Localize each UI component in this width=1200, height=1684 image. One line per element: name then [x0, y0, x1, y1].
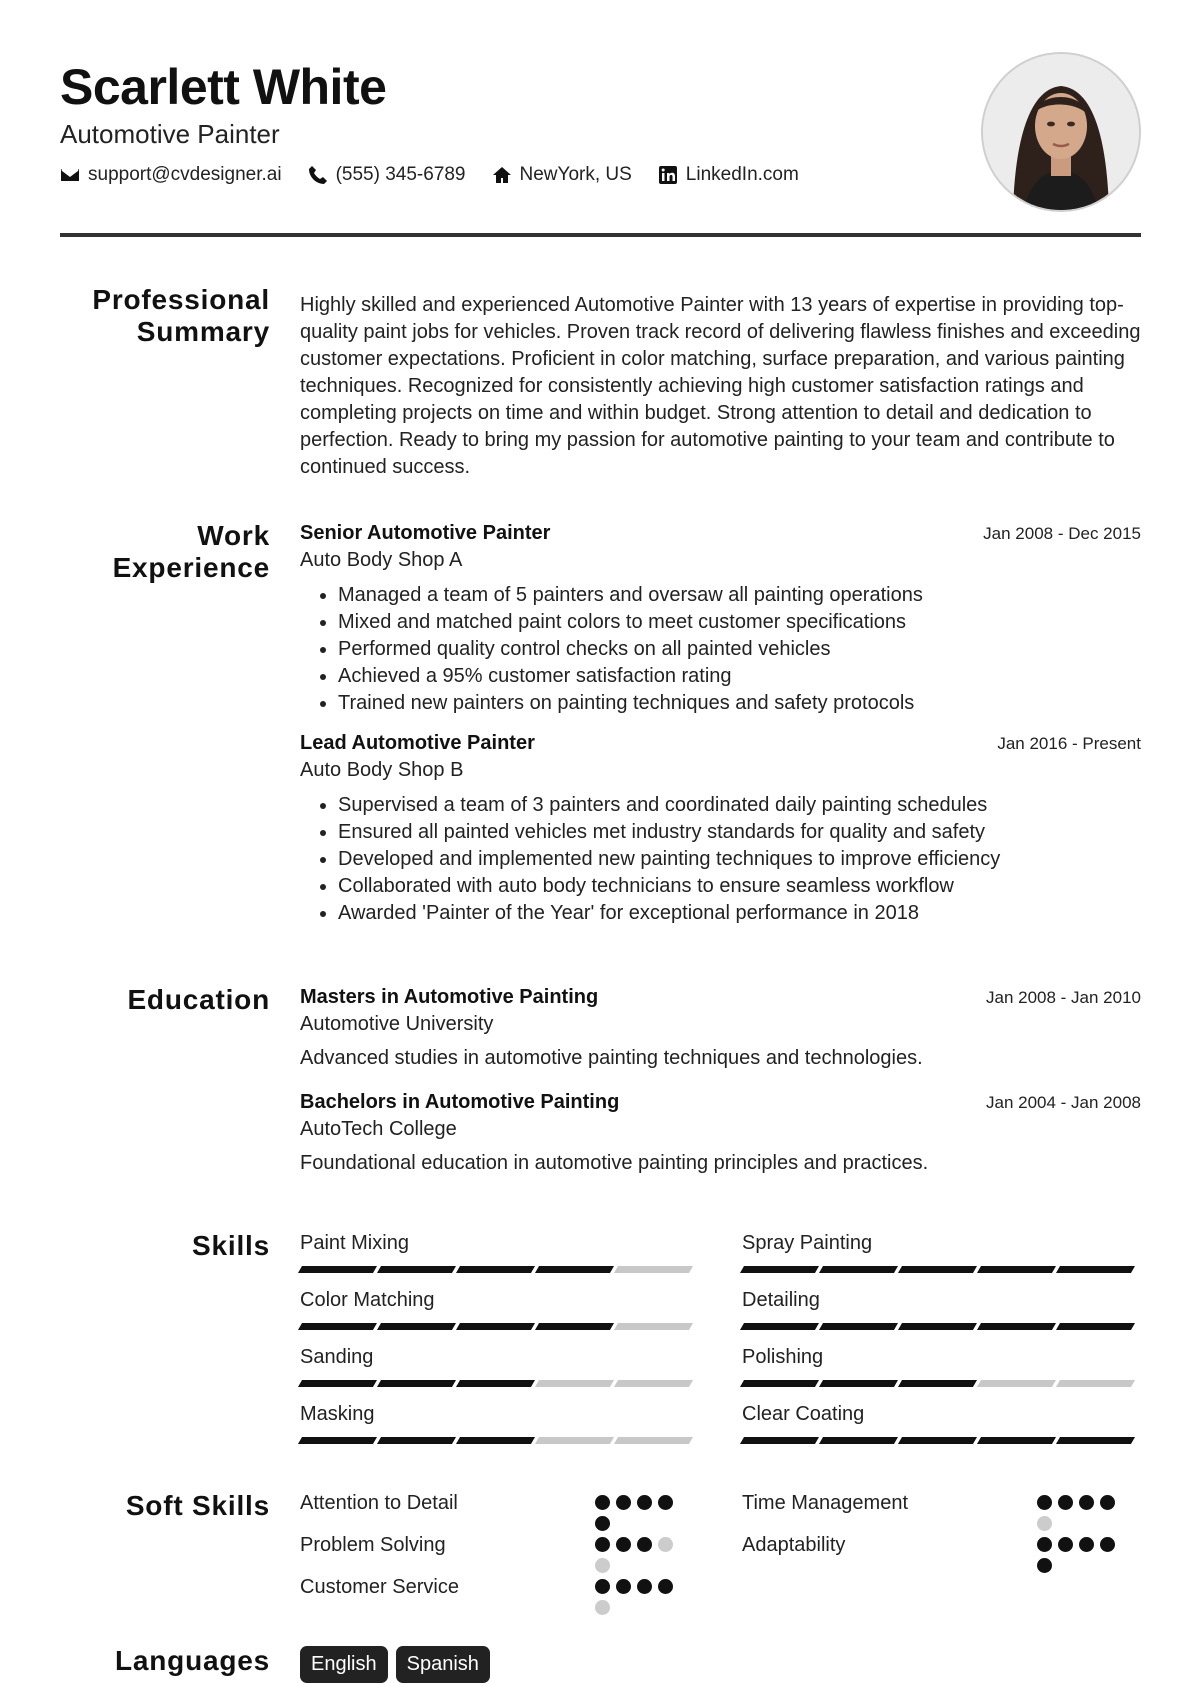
degree-title: Masters in Automotive Painting [300, 986, 599, 1008]
rating-dot [595, 1579, 610, 1594]
skill-level-segment [1056, 1266, 1135, 1273]
job-bullet: • Achieved a 95% customer satisfaction rating [338, 663, 1141, 690]
soft-skill-name: Time Management [742, 1492, 908, 1514]
skills-heading: Skills [192, 1230, 270, 1261]
candidate-title: Automotive Painter [60, 119, 280, 149]
envelope-icon [60, 165, 80, 185]
skill-level-segment [740, 1323, 819, 1330]
language-chip: Spanish [396, 1646, 490, 1683]
rating-dot [1037, 1558, 1052, 1573]
contact-phone[interactable] [308, 164, 466, 186]
contact-linkedin[interactable] [658, 164, 799, 186]
skill-item [300, 1287, 695, 1330]
skill-level-bar [300, 1323, 695, 1330]
soft-skill-item [300, 1574, 695, 1616]
skill-level-segment [377, 1437, 456, 1444]
job-bullet: • Developed and implemented new painting techniques to improve efficiency [338, 846, 1141, 873]
school-name: Automotive University [300, 1013, 494, 1035]
skill-level-segment [1056, 1437, 1135, 1444]
skill-item [742, 1401, 1137, 1444]
header-divider [60, 233, 1141, 237]
skill-level-segment [614, 1323, 693, 1330]
job-bullets [300, 582, 1141, 717]
rating-dot [1058, 1537, 1073, 1552]
skill-level-bar [742, 1266, 1137, 1273]
education-heading: Education [127, 984, 270, 1015]
skill-level-bar [742, 1380, 1137, 1387]
skill-name: Sanding [300, 1346, 374, 1368]
rating-dot [595, 1495, 610, 1510]
portrait-image [983, 54, 1139, 210]
skills-list [300, 1230, 1141, 1444]
job-bullet: • Collaborated with auto body technicians to ensure seamless workflow [338, 873, 1141, 900]
skill-level-segment [298, 1323, 377, 1330]
skill-level-segment [535, 1437, 614, 1444]
rating-dot [637, 1537, 652, 1552]
soft-skill-name: Problem Solving [300, 1534, 446, 1556]
education-list [300, 984, 1141, 1177]
rating-dot [616, 1579, 631, 1594]
resume-header [60, 0, 1141, 238]
skill-level-bar [742, 1437, 1137, 1444]
education-dates: Jan 2004 - Jan 2008 [985, 1093, 1141, 1112]
job-dates: Jan 2008 - Dec 2015 [983, 524, 1141, 543]
resume-page [60, 0, 1141, 1676]
rating-dot [595, 1558, 610, 1573]
education-description: Foundational education in automotive painting principles and practices. [300, 1152, 929, 1174]
education-dates: Jan 2008 - Jan 2010 [985, 988, 1141, 1007]
skill-level-segment [977, 1437, 1056, 1444]
job-bullet: • Mixed and matched paint colors to meet customer specifications [338, 609, 1141, 636]
skill-level-segment [377, 1266, 456, 1273]
contact-location [492, 164, 632, 186]
summary-heading-line2: Summary [136, 316, 270, 347]
soft-skill-name: Customer Service [300, 1576, 459, 1598]
rating-dot [1058, 1495, 1073, 1510]
rating-dot [1100, 1495, 1115, 1510]
skill-level-segment [614, 1437, 693, 1444]
job-role: Lead Automotive Painter [300, 732, 535, 754]
location-text: NewYork, US [519, 164, 632, 185]
skill-name: Spray Painting [742, 1232, 873, 1254]
job-dates: Jan 2016 - Present [997, 734, 1141, 753]
job-bullet: • Managed a team of 5 painters and oversaw all painting operations [338, 582, 1141, 609]
skill-level-segment [1056, 1323, 1135, 1330]
soft-skill-rating [595, 1574, 675, 1616]
skill-level-segment [977, 1266, 1056, 1273]
skill-level-bar [300, 1266, 695, 1273]
soft-skill-item [300, 1490, 695, 1532]
soft-skill-name: Adaptability [742, 1534, 846, 1556]
experience-heading [60, 520, 270, 584]
rating-dot [658, 1537, 673, 1552]
skill-name: Clear Coating [742, 1403, 865, 1425]
experience-list [300, 520, 1141, 927]
skill-level-segment [614, 1266, 693, 1273]
languages-heading: Languages [114, 1645, 270, 1676]
job-bullet: • Supervised a team of 3 painters and coordinated daily painting schedules [338, 792, 1141, 819]
skill-level-segment [819, 1380, 898, 1387]
job-company: Auto Body Shop A [300, 549, 463, 571]
skill-item [300, 1401, 695, 1444]
job-bullet: • Awarded 'Painter of the Year' for exceptional performance in 2018 [338, 900, 1141, 927]
contact-email[interactable] [60, 164, 282, 186]
rating-dot [1037, 1516, 1052, 1531]
soft-skills-grid [300, 1490, 1141, 1616]
rating-dot [1100, 1537, 1115, 1552]
soft-skill-item [742, 1490, 1137, 1532]
skill-name: Detailing [742, 1289, 820, 1311]
skill-item [742, 1230, 1137, 1273]
skill-level-segment [456, 1437, 535, 1444]
linkedin-text: LinkedIn.com [685, 164, 799, 185]
skill-level-segment [898, 1380, 977, 1387]
skill-level-segment [614, 1380, 693, 1387]
rating-dot [637, 1495, 652, 1510]
home-icon [492, 165, 512, 185]
soft-skills-heading: Soft Skills [125, 1490, 270, 1521]
skill-level-segment [298, 1437, 377, 1444]
job-bullet: • Ensured all painted vehicles met industry standards for quality and safety [338, 819, 1141, 846]
phone-text: (555) 345-6789 [335, 164, 466, 185]
language-chip: English [300, 1646, 388, 1683]
skill-level-segment [740, 1437, 819, 1444]
skill-level-segment [298, 1380, 377, 1387]
skill-level-segment [535, 1266, 614, 1273]
skill-level-segment [740, 1380, 819, 1387]
skill-name: Polishing [742, 1346, 824, 1368]
soft-skill-rating [595, 1532, 675, 1574]
skill-item [300, 1230, 695, 1273]
skill-item [742, 1287, 1137, 1330]
soft-skill-rating [595, 1490, 675, 1532]
skills-grid [300, 1230, 1141, 1444]
skill-level-segment [535, 1380, 614, 1387]
education-description: Advanced studies in automotive painting techniques and technologies. [300, 1047, 923, 1069]
rating-dot [595, 1516, 610, 1531]
job-role: Senior Automotive Painter [300, 522, 551, 544]
skill-item [300, 1344, 695, 1387]
skill-level-segment [298, 1266, 377, 1273]
experience-heading-line1: Work [197, 520, 270, 551]
skill-item [742, 1344, 1137, 1387]
skill-level-segment [1056, 1380, 1135, 1387]
skill-level-segment [898, 1437, 977, 1444]
skill-level-segment [740, 1266, 819, 1273]
skill-level-bar [300, 1437, 695, 1444]
school-name: AutoTech College [300, 1118, 457, 1140]
soft-skills-list [300, 1490, 1141, 1616]
rating-dot [1079, 1537, 1094, 1552]
job-company: Auto Body Shop B [300, 759, 464, 781]
skill-name: Masking [300, 1403, 375, 1425]
rating-dot [637, 1579, 652, 1594]
job-entry [300, 730, 1141, 927]
skill-level-bar [742, 1323, 1137, 1330]
linkedin-icon [658, 165, 678, 185]
skill-level-segment [456, 1380, 535, 1387]
phone-icon [308, 165, 328, 185]
soft-skill-item [742, 1532, 1137, 1574]
skill-level-segment [819, 1266, 898, 1273]
skill-level-segment [819, 1323, 898, 1330]
rating-dot [1037, 1537, 1052, 1552]
skill-level-segment [898, 1323, 977, 1330]
skill-level-segment [535, 1323, 614, 1330]
skill-level-segment [377, 1323, 456, 1330]
experience-heading-line2: Experience [112, 552, 270, 583]
skill-level-segment [377, 1380, 456, 1387]
job-bullet: • Performed quality control checks on all painted vehicles [338, 636, 1141, 663]
job-entry [300, 520, 1141, 717]
degree-title: Bachelors in Automotive Painting [300, 1091, 620, 1113]
education-entry [300, 1089, 1141, 1177]
email-text: support@cvdesigner.ai [88, 164, 282, 185]
job-bullet: • Trained new painters on painting techniques and safety protocols [338, 690, 1141, 717]
soft-skill-item [300, 1532, 695, 1574]
summary-heading [60, 284, 270, 348]
skill-name: Paint Mixing [300, 1232, 409, 1254]
candidate-name: Scarlett White [60, 59, 387, 115]
skill-level-segment [456, 1323, 535, 1330]
profile-photo [981, 52, 1141, 212]
skill-level-segment [898, 1266, 977, 1273]
skill-level-segment [819, 1437, 898, 1444]
rating-dot [616, 1495, 631, 1510]
skill-level-bar [300, 1380, 695, 1387]
skill-name: Color Matching [300, 1289, 435, 1311]
job-bullets [300, 792, 1141, 927]
rating-dot [616, 1537, 631, 1552]
rating-dot [595, 1600, 610, 1615]
soft-skill-name: Attention to Detail [300, 1492, 458, 1514]
languages-list [300, 1646, 1141, 1683]
soft-skill-rating [1037, 1490, 1117, 1532]
rating-dot [658, 1579, 673, 1594]
summary-heading-line1: Professional [92, 284, 270, 315]
soft-skill-rating [1037, 1532, 1117, 1574]
skill-level-segment [456, 1266, 535, 1273]
education-entry [300, 984, 1141, 1072]
rating-dot [658, 1495, 673, 1510]
rating-dot [595, 1537, 610, 1552]
rating-dot [1079, 1495, 1094, 1510]
summary-text: Highly skilled and experienced Automotive Painter with 13 years of expertise in providing top-quality paint jobs for vehicles. Proven track record of delivering flawless finishes and exceeding customer expectations. Proficient in color matching, surface preparation, and various painting techniques. Recognized for consistently achieving high customer satisfaction ratings and completing projects on time and within budget. Strong attention to detail and dedication to perfection. Ready to bring my passion for automotive painting to your team and contribute to continued success. [300, 294, 1141, 478]
skill-level-segment [977, 1380, 1056, 1387]
rating-dot [1037, 1495, 1052, 1510]
skill-level-segment [977, 1323, 1056, 1330]
contact-bar [60, 164, 799, 186]
